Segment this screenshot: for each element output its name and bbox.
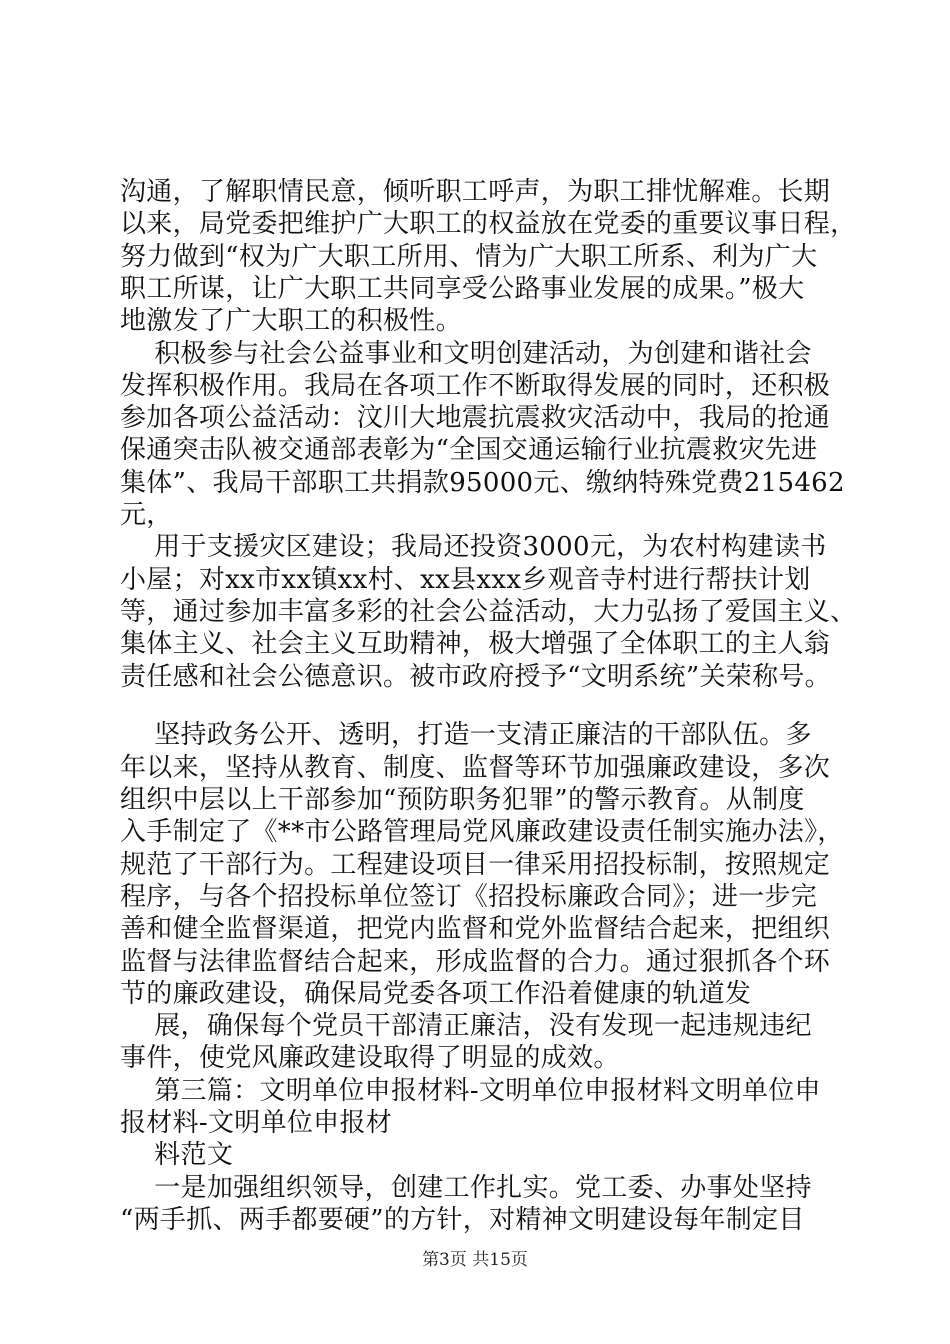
page-footer: 第3页 共15页 [422,1250,528,1270]
text-line: 第三篇：文明单位申报材料-文明单位申报材料文明单位申 [120,1076,821,1106]
text-line: 一是加强组织领导，创建工作扎实。党工委、办事处坚持 [120,1173,812,1203]
text-line: 年以来，坚持从教育、制度、监督等环节加强廉政建设，多次 [120,753,831,783]
text-line: “两手抓、两手都要硬”的方针，对精神文明建设每年制定目 [120,1205,805,1235]
text-line: 小屋；对xx市xx镇xx村、xx县xxx乡观音寺村进行帮扶计划 [120,565,811,595]
text-line: 节的廉政建设，确保局党委各项工作沿着健康的轨道发 [120,979,752,1009]
text-line: 报材料-文明单位申报材 [120,1108,393,1138]
text-line: 坚持政务公开、透明，打造一支清正廉洁的干部队伍。多 [120,720,812,750]
text-line: 程序，与各个招投标单位签订《招投标廉政合同》；进一步完 [120,882,818,912]
text-line: 入手制定了《**市公路管理局党风廉政建设责任制实施办法》， [120,817,844,847]
text-line: 以来，局党委把维护广大职工的权益放在党委的重要议事日程， [120,209,857,239]
text-line: 规范了干部行为。工程建设项目一律采用招投标制，按照规定 [120,850,831,880]
text-line: 用于支援灾区建设；我局还投资3000元，为农村构建读书 [120,532,827,562]
text-line: 努力做到“权为广大职工所用、情为广大职工所系、利为广大 [120,242,818,272]
text-line: 积极参与社会公益事业和文明创建活动，为创建和谐社会 [120,339,812,369]
text-line: 职工所谋，让广大职工共同享受公路事业发展的成果。”极大 [120,274,805,304]
text-line: 监督与法律监督结合起来，形成监督的合力。通过狠抓各个环 [120,947,831,977]
text-line: 集体”、我局干部职工共捐款95000元、缴纳特殊党费215462 [120,468,845,498]
text-line: 展，确保每个党员干部清正廉洁，没有发现一起违规违纪 [120,1011,812,1041]
text-line: 等，通过参加丰富多彩的社会公益活动，大力弘扬了爱国主义、 [120,597,857,627]
text-line: 善和健全监督渠道，把党内监督和党外监督结合起来，把组织 [120,914,831,944]
text-line: 发挥积极作用。我局在各项工作不断取得发展的同时，还积极 [120,371,831,401]
text-line: 组织中层以上干部参加“预防职务犯罪”的警示教育。从制度 [120,785,805,815]
text-line: 参加各项公益活动：汶川大地震抗震救灾活动中，我局的抢通 [120,403,831,433]
text-line: 保通突击队被交通部表彰为“全国交通运输行业抗震救灾先进 [120,435,818,465]
text-line: 元， [120,500,173,530]
text-line: 责任感和社会公德意识。被市政府授予“文明系统”关荣称号。 [120,662,831,692]
text-line: 集体主义、社会主义互助精神，极大增强了全体职工的主人翁 [120,629,831,659]
text-line: 地激发了广大职工的积极性。 [120,306,462,336]
text-line: 沟通，了解职情民意，倾听职工呼声，为职工排忧解难。长期 [120,177,831,207]
text-line: 事件，使党风廉政建设取得了明显的成效。 [120,1043,620,1073]
text-line: 料范文 [120,1140,234,1170]
